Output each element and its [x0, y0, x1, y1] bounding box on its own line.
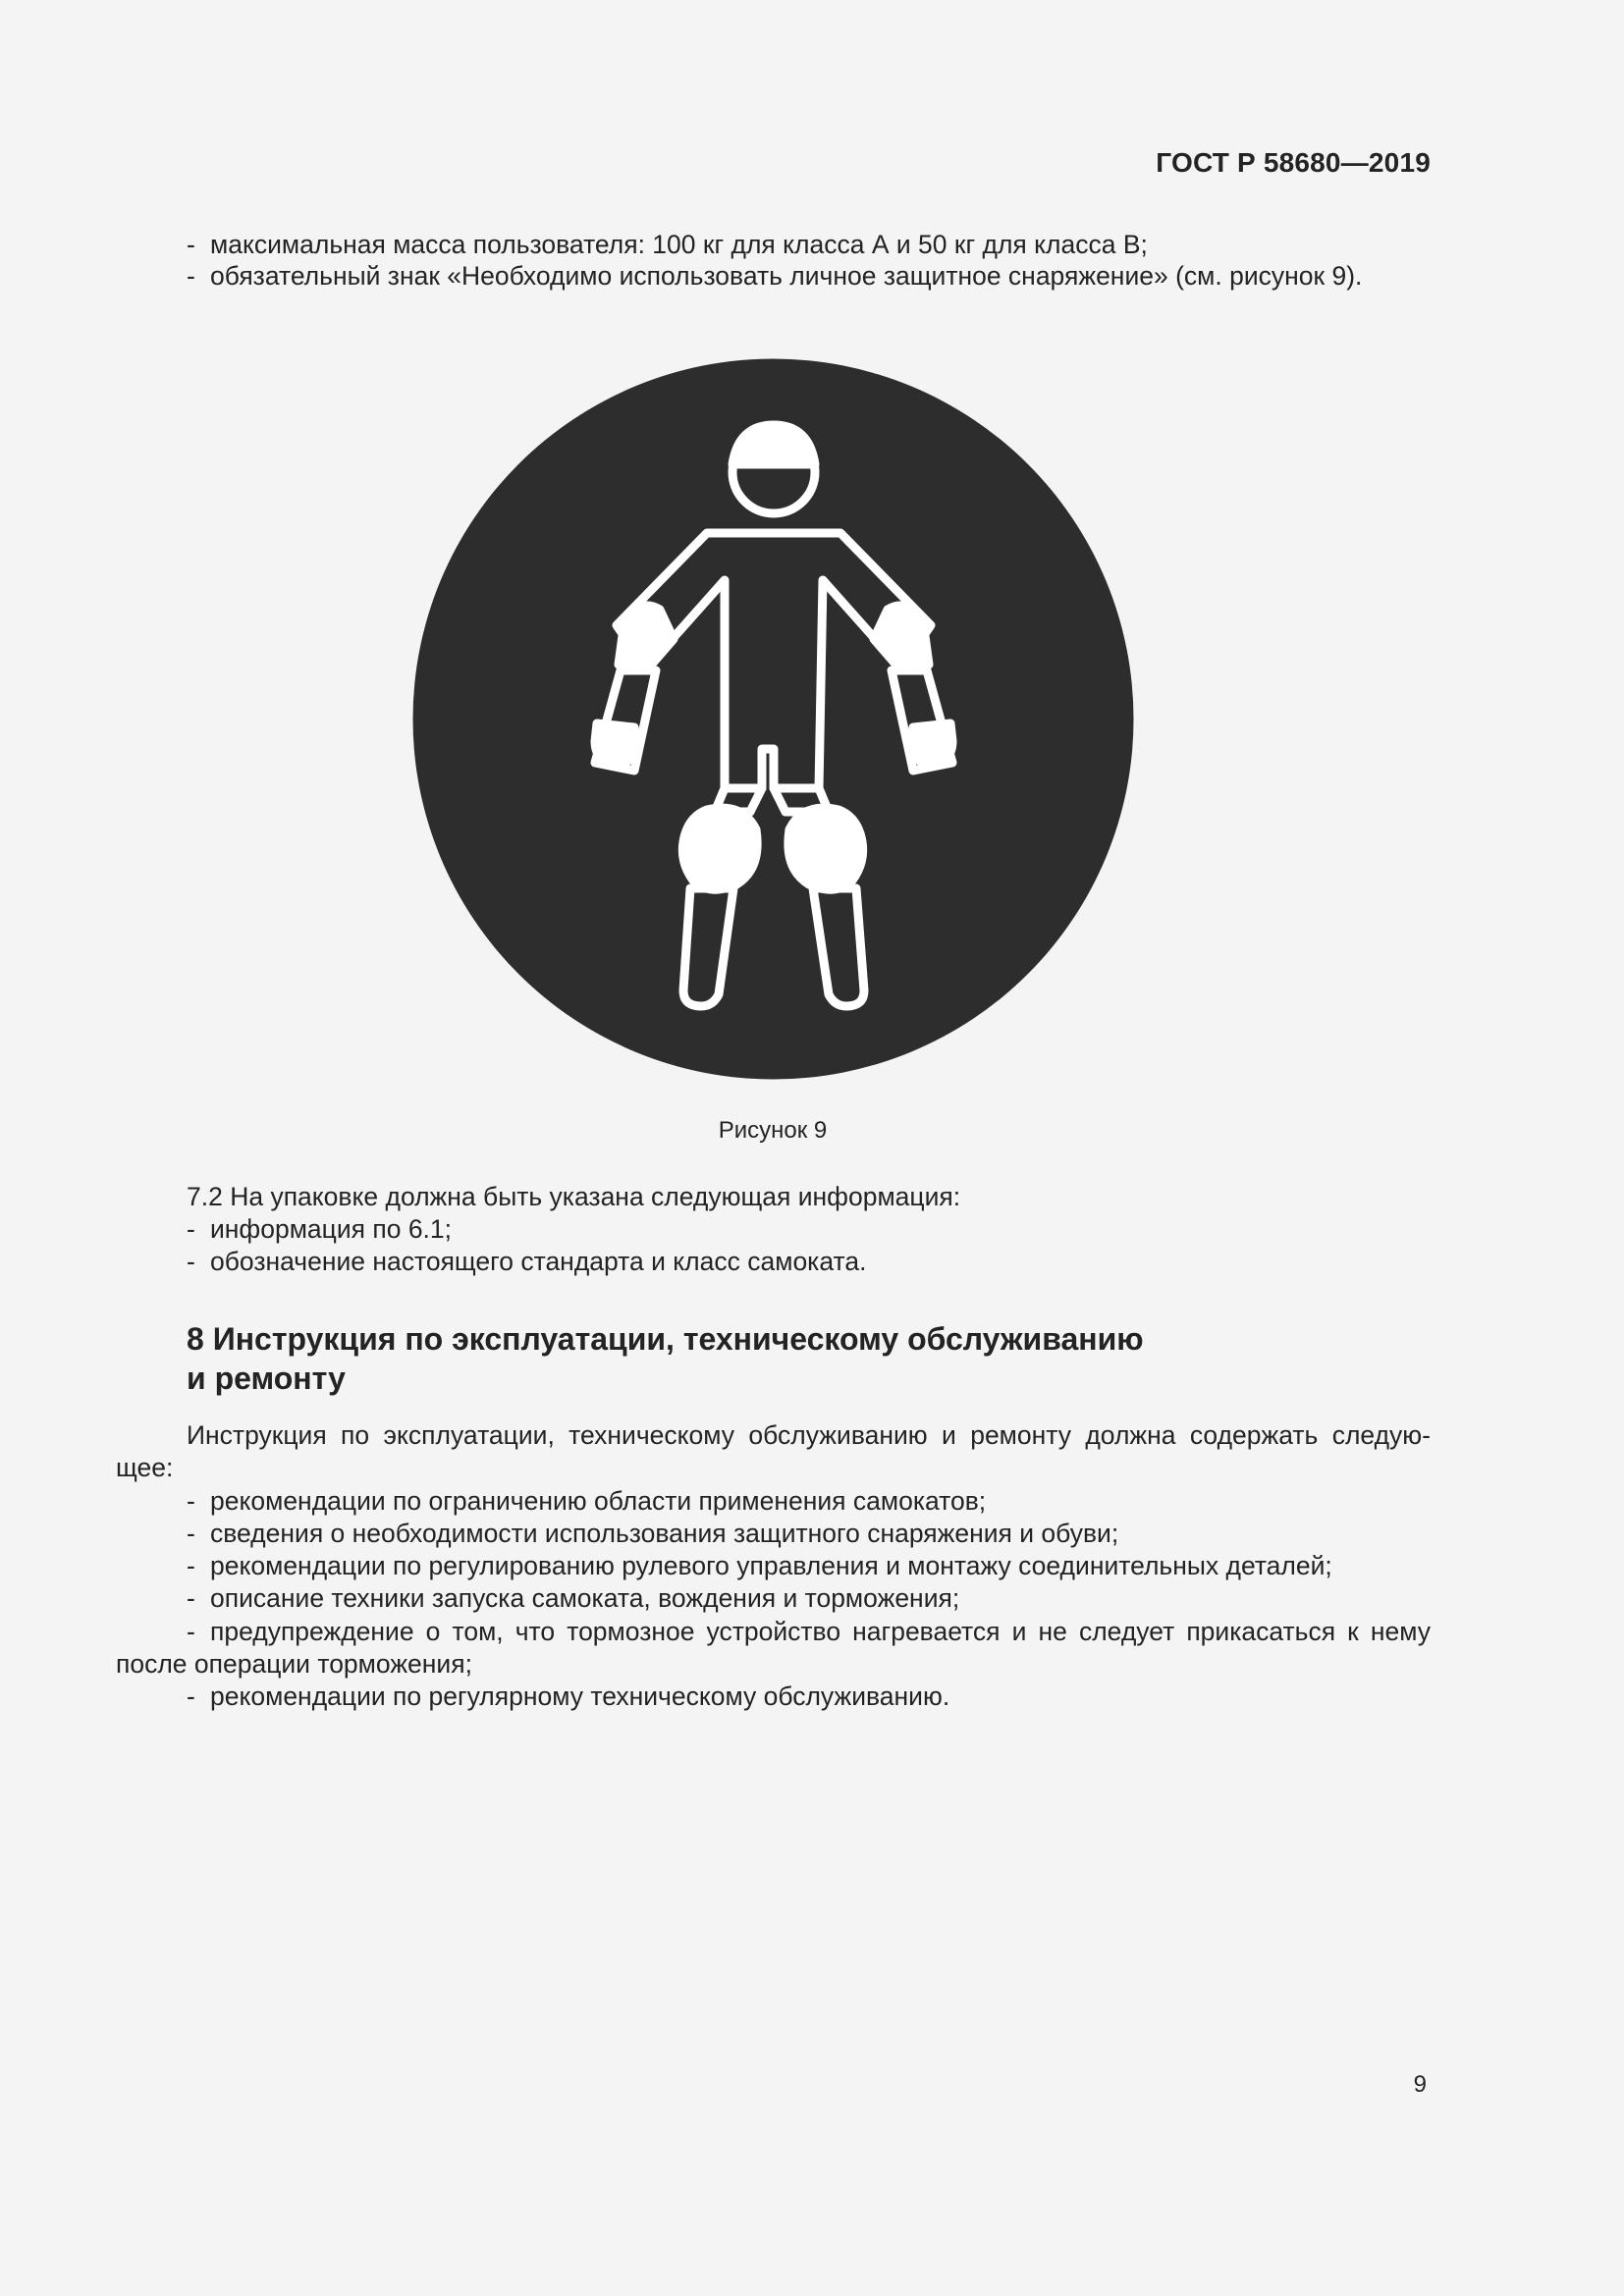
- list-item: - максимальная масса пользователя: 100 кг для класса А и 50 кг для класса В;: [187, 230, 1148, 259]
- list-item-cont: после операции торможения;: [116, 1649, 472, 1679]
- figure-caption: Рисунок 9: [718, 1117, 828, 1144]
- list-item: - рекомендации по регулярному техническому обслуживанию.: [187, 1682, 950, 1711]
- list-item: - обязательный знак «Необходимо использовать личное защитное снаряжение» (см. рисунок 9).: [187, 261, 1363, 291]
- list-item: - предупреждение о том, что тормозное устройство нагревается и не следует прикасаться к нему: [187, 1617, 1431, 1646]
- section-heading-cont: и ремонту: [187, 1361, 346, 1396]
- list-item: - рекомендации по ограничению области применения самокатов;: [187, 1486, 987, 1516]
- list-item: - информация по 6.1;: [187, 1214, 453, 1244]
- list-item: - сведения о необходимости использования защитного снаряжения и обуви;: [187, 1519, 1119, 1548]
- list-item: - описание техники запуска самоката, вождения и торможения;: [187, 1583, 960, 1613]
- list-item: - обозначение настоящего стандарта и класс самоката.: [187, 1247, 867, 1276]
- document-code: ГОСТ Р 58680—2019: [1156, 147, 1431, 178]
- section-paragraph-cont: щее:: [116, 1453, 174, 1482]
- list-item: - рекомендации по регулированию рулевого управления и монтажу соединительных деталей;: [187, 1551, 1332, 1580]
- section-heading: 8 Инструкция по эксплуатации, техническому обслуживанию: [187, 1321, 1144, 1357]
- paragraph-7-2: 7.2 На упаковке должна быть указана следующая информация:: [187, 1182, 961, 1211]
- section-paragraph: Инструкция по эксплуатации, техническому обслуживанию и ремонту должна содержать следую-: [187, 1420, 1431, 1450]
- protective-equipment-mandatory-sign-icon: [412, 358, 1134, 1080]
- page-number: 9: [1413, 2071, 1427, 2098]
